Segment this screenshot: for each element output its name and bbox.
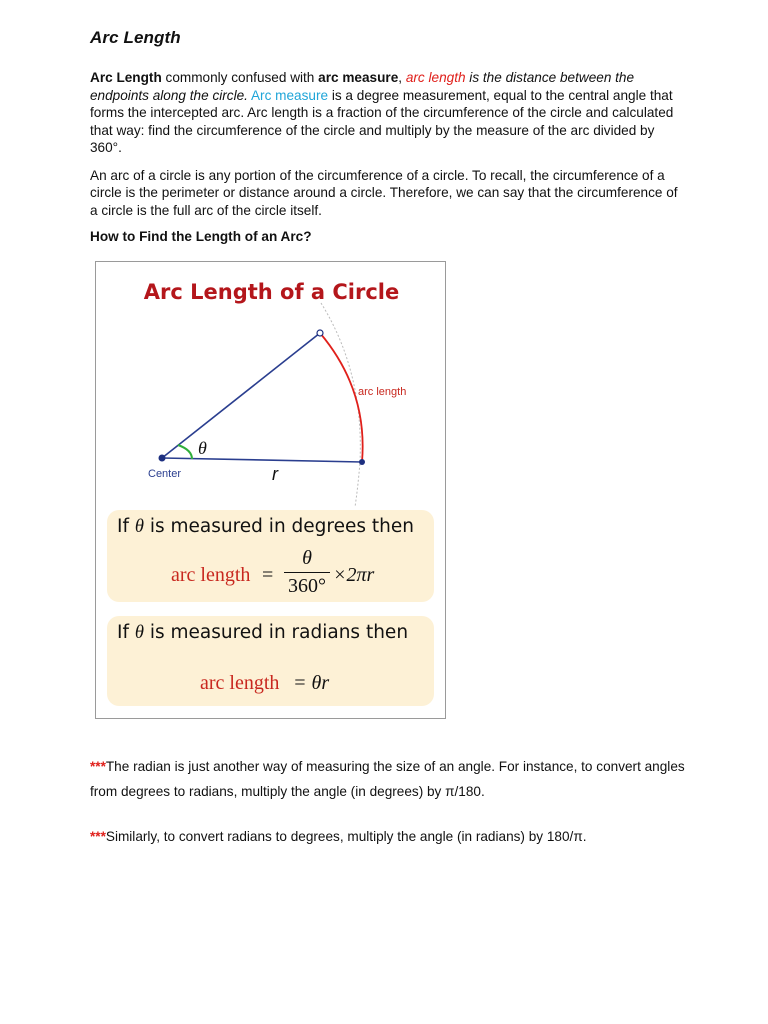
- note-text: The radian is just another way of measuring the size of an angle. For instance, to convert angles from degrees to radians, multiply the angle (in degrees) by π/180.: [90, 759, 685, 799]
- radians-formula-rhs: = θr: [293, 672, 330, 694]
- times-two-pi-r: ×2πr: [333, 564, 375, 586]
- article: [90, 28, 680, 246]
- radians-condition: [117, 622, 408, 644]
- radians-formula-box: [107, 616, 434, 706]
- intro-text-1: commonly confused with: [161, 70, 319, 85]
- figure-title: Arc Length of a Circle: [143, 280, 400, 304]
- radians-rest: is measured in radians then: [143, 622, 409, 643]
- center-point: [159, 455, 166, 462]
- theta-symbol: θ: [134, 623, 144, 643]
- italic-definition: is the distance between the endpoints along the circle.: [90, 70, 635, 103]
- degrees-formula-lhs: [171, 564, 250, 587]
- page-title: Arc Length: [90, 28, 181, 47]
- arc-length-label: arc length: [358, 386, 407, 398]
- degrees-equals: =: [262, 564, 274, 586]
- arc-length-term: arc length: [171, 564, 251, 586]
- section-heading: How to Find the Length of an Arc?: [90, 229, 312, 244]
- blue-arc-measure: Arc measure: [250, 87, 329, 103]
- term-arc-measure: arc measure: [318, 70, 399, 85]
- radius-upper: [162, 333, 320, 458]
- red-italic-text: arc length: [405, 70, 466, 85]
- if-text: If: [117, 622, 135, 643]
- radians-formula-lhs: [200, 672, 279, 695]
- term-arc-length: Arc Length: [90, 70, 162, 85]
- intro-comma: ,: [398, 70, 406, 85]
- endpoint-lower: [359, 459, 365, 465]
- note-radian: [90, 754, 690, 804]
- note-convert: [90, 824, 690, 849]
- degrees-condition: [117, 516, 414, 538]
- radius-label: r: [272, 464, 278, 484]
- fraction-bar: [284, 572, 330, 573]
- if-text: If: [117, 516, 135, 537]
- arc-curve: [320, 333, 363, 462]
- intro-paragraph: [90, 69, 680, 157]
- intro-rest: is a degree measurement, equal to the central angle that forms the intercepted arc. Arc length is a fraction of the circumference of the circle and calculated that way: find the circumference of the circle and multiply by the measure of the arc divided by 360°.: [90, 87, 674, 155]
- arc-length-term: arc length: [200, 672, 280, 694]
- endpoint-upper: [317, 330, 323, 336]
- arc-length-figure: [95, 261, 446, 719]
- theta-symbol: θ: [134, 517, 144, 537]
- fraction-denominator: 360°: [288, 575, 326, 597]
- center-label: Center: [148, 468, 182, 480]
- note-text: Similarly, to convert radians to degrees, multiply the angle (in radians) by 180/π.: [105, 829, 587, 844]
- note-stars: ***: [90, 759, 106, 774]
- fraction-numerator: θ: [302, 547, 312, 569]
- degrees-rest: is measured in degrees then: [143, 516, 414, 537]
- circle-paragraph: An arc of a circle is any portion of the circumference of a circle. To recall, the circumference of a circle is the perimeter or distance around a circle. Therefore, we can say that the circumference of a circle is the full arc of the circle itself.: [90, 167, 678, 218]
- angle-marker: [178, 445, 192, 459]
- note-stars: ***: [90, 829, 106, 844]
- circle-guide: [321, 303, 360, 507]
- degrees-formula-box: [107, 510, 434, 602]
- theta-label: θ: [198, 438, 207, 458]
